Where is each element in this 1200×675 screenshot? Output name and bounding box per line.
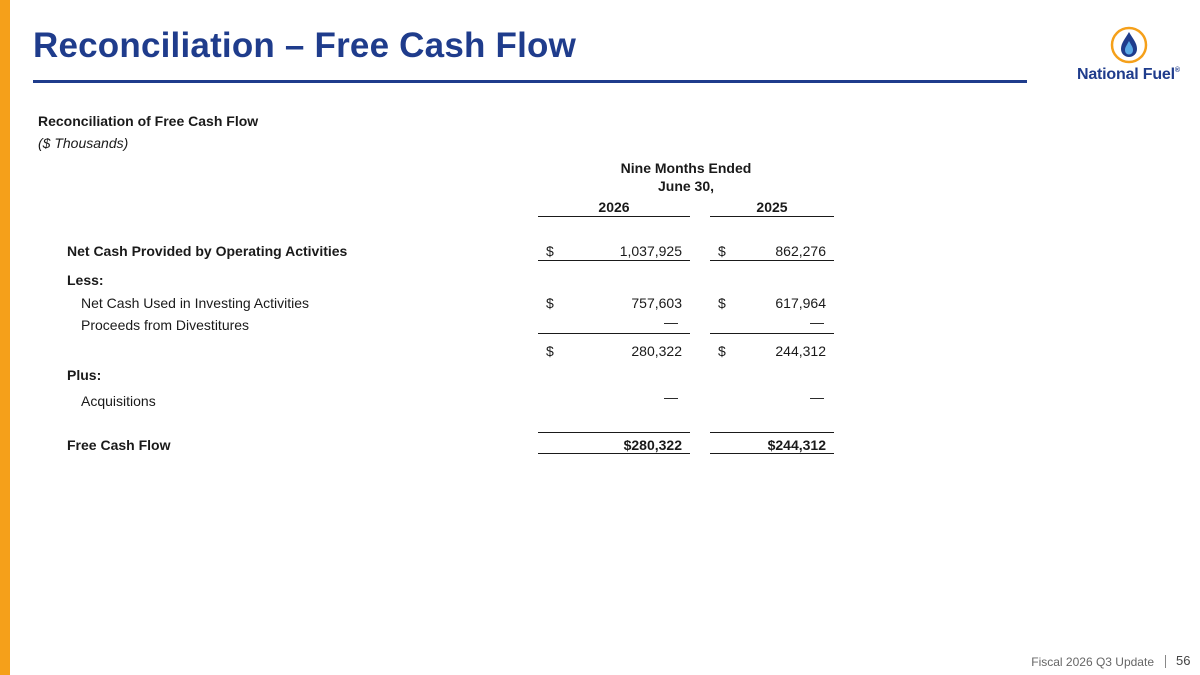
total-overline: [710, 432, 834, 433]
row-underline: [710, 260, 834, 261]
row-label-investing: Net Cash Used in Investing Activities: [81, 295, 309, 311]
row-label-plus: Plus:: [67, 367, 102, 383]
value-fcf-2025: $244,312: [767, 437, 826, 453]
footer-label: Fiscal 2026 Q3 Update: [1031, 655, 1154, 669]
currency-symbol: $: [546, 295, 554, 311]
logo-text: National Fuel®: [1077, 66, 1180, 83]
value-operating-2025: 862,276: [775, 243, 826, 259]
table-units: ($ Thousands): [38, 135, 129, 151]
row-underline: [538, 260, 690, 261]
currency-symbol: $: [718, 295, 726, 311]
row-label-less: Less:: [67, 272, 104, 288]
title-divider: [33, 80, 1027, 83]
value-divestitures-2025: —: [810, 314, 824, 330]
flame-logo-icon: [1110, 26, 1148, 64]
footer-separator: [1165, 655, 1166, 668]
currency-symbol: $: [718, 243, 726, 259]
accent-bar: [0, 0, 10, 675]
value-investing-2025: 617,964: [775, 295, 826, 311]
value-subtotal-2025: 244,312: [775, 343, 826, 359]
period-header-line1: Nine Months Ended: [620, 160, 752, 176]
currency-symbol: $: [546, 243, 554, 259]
total-overline: [538, 432, 690, 433]
row-label-acquisitions: Acquisitions: [81, 393, 156, 409]
value-subtotal-2026: 280,322: [631, 343, 682, 359]
row-label-divestitures: Proceeds from Divestitures: [81, 317, 250, 333]
total-underline: [538, 453, 690, 454]
column-header-underline: [710, 216, 834, 217]
row-underline: [538, 333, 690, 334]
column-header-underline: [538, 216, 690, 217]
page-number: 56: [1176, 653, 1191, 668]
row-underline: [710, 333, 834, 334]
row-label-operating: Net Cash Provided by Operating Activities: [67, 243, 348, 259]
table-title: Reconciliation of Free Cash Flow: [38, 113, 259, 129]
value-fcf-2026: $280,322: [623, 437, 682, 453]
column-header-2025: 2025: [756, 199, 788, 215]
value-investing-2026: 757,603: [631, 295, 682, 311]
currency-symbol: $: [546, 343, 554, 359]
value-acquisitions-2026: —: [664, 389, 678, 405]
total-underline: [710, 453, 834, 454]
period-header-line2: June 30,: [657, 178, 715, 194]
value-operating-2026: 1,037,925: [619, 243, 682, 259]
column-header-2026: 2026: [598, 199, 630, 215]
company-logo: [1070, 26, 1190, 86]
page-title: Reconciliation – Free Cash Flow: [33, 26, 576, 65]
row-label-free-cash-flow: Free Cash Flow: [67, 437, 171, 453]
value-acquisitions-2025: —: [810, 389, 824, 405]
value-divestitures-2026: —: [664, 314, 678, 330]
currency-symbol: $: [718, 343, 726, 359]
